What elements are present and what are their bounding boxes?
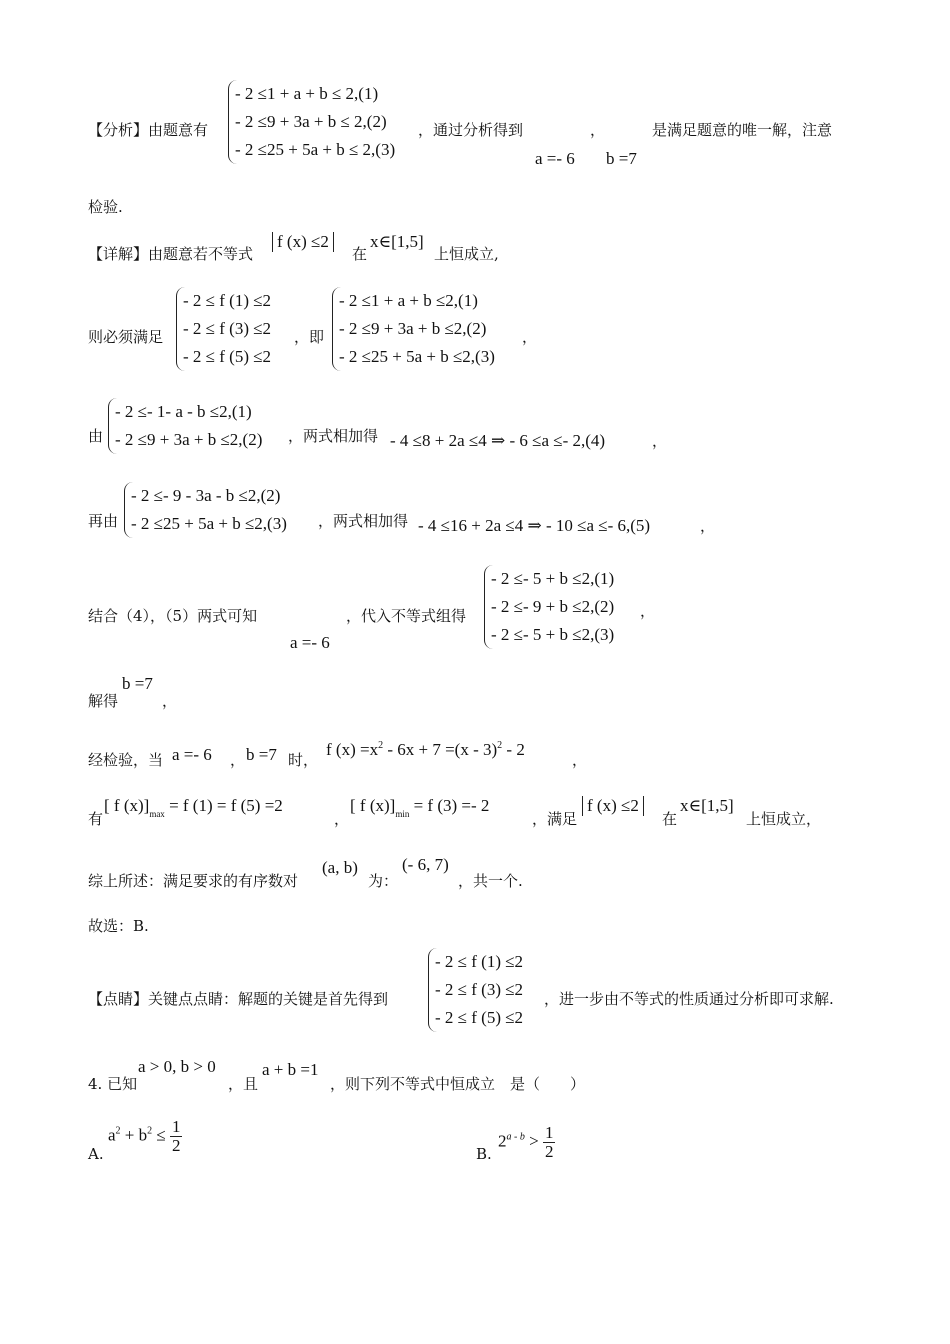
option-b-expression[interactable] [498, 1124, 555, 1161]
step2-lead: 再由 [88, 512, 119, 530]
verify-function [326, 740, 525, 760]
question-4-lead: 4. 已知 [88, 1075, 138, 1093]
system-row: - 2 ≤- 1- a - b ≤2,(1) [115, 402, 252, 421]
extrema-inequality [582, 796, 644, 816]
verify-end: ， [572, 751, 588, 769]
solve-lead: 解得 [88, 692, 119, 710]
max-bracket: [ f (x)] [104, 796, 150, 815]
option-b-base: 2 [498, 1131, 507, 1151]
key-point-system [428, 948, 523, 1032]
verify-lead: 经检验，当 [88, 751, 164, 769]
analysis-comma: ， [590, 121, 606, 139]
option-b-relation: > [524, 1131, 539, 1151]
extrema-tail: 上恒成立， [746, 810, 822, 828]
detail-domain: x∈[1,5] [370, 232, 424, 251]
summary-lead: 综上所述：满足要求的有序数对 [88, 872, 299, 890]
combine-lead: 结合（4），（5）两式可知 [88, 607, 258, 625]
combine-end: ， [640, 602, 656, 620]
step1-lead: 由 [88, 427, 104, 445]
function-part: - 6x + 7 =(x - 3) [383, 740, 498, 759]
step1-system [108, 398, 262, 454]
min-bracket: [ f (x)] [350, 796, 396, 815]
fraction-denominator: 2 [544, 1142, 554, 1161]
summary-value: (- 6, 7) [402, 855, 449, 874]
function-part: f (x) =x [326, 740, 379, 759]
question-4-tail: ，则下列不等式中恒成立 是（ ） [330, 1075, 586, 1093]
system-row: - 2 ≤9 + 3a + b ≤2,(2) [115, 430, 263, 449]
question-4-qie: ，且 [228, 1075, 259, 1093]
step2-end: ， [700, 517, 716, 535]
system-row: - 2 ≤ f (3) ≤2 [183, 319, 272, 338]
system-row: - 2 ≤- 5 + b ≤2,(1) [491, 569, 615, 588]
option-a-term: + b [120, 1125, 148, 1145]
max-subscript: max [149, 809, 165, 819]
expanded-system [332, 287, 495, 371]
summary-pair: (a, b) [322, 858, 358, 877]
question-4-condition-2: a + b =1 [262, 1060, 319, 1079]
option-a-label[interactable]: A. [88, 1145, 104, 1163]
system-row: - 2 ≤25 + 5a + b ≤ 2,(3) [235, 140, 396, 159]
min-expression [350, 796, 489, 819]
min-subscript: min [395, 809, 410, 819]
analysis-mid: ，通过分析得到 [418, 121, 524, 139]
system-row: - 2 ≤ f (5) ≤2 [435, 1008, 524, 1027]
key-point-lead: 【点睛】关键点点睛：解题的关键是首先得到 [88, 990, 389, 1008]
max-rest: = f (1) = f (5) =2 [164, 796, 283, 815]
detail-lead: 【详解】由题意若不等式 [88, 245, 254, 263]
system-row: - 2 ≤- 5 + b ≤2,(3) [491, 625, 615, 644]
verify-sep: ， [230, 751, 246, 769]
verify-a-value: a =- 6 [172, 745, 212, 764]
superscript: 2 [115, 1125, 121, 1137]
extrema-domain: x∈[1,5] [680, 796, 734, 815]
verify-b-value: b =7 [246, 745, 277, 764]
summary-wei: 为： [368, 872, 399, 890]
analysis-system [228, 80, 395, 164]
extrema-mid: ，满足 [532, 810, 578, 828]
analysis-b-value: b =7 [606, 149, 637, 168]
solve-b-value: b =7 [122, 674, 153, 693]
system-row: - 2 ≤9 + 3a + b ≤ 2,(2) [235, 112, 387, 131]
fraction-numerator: 1 [171, 1117, 181, 1136]
detail-at: 在 [352, 245, 368, 263]
function-part: - 2 [502, 740, 525, 759]
step1-mid: ，两式相加得 [288, 427, 379, 445]
fraction-one-half [543, 1124, 556, 1161]
system-row: - 2 ≤ f (1) ≤2 [183, 291, 272, 310]
extrema-lead: 有 [88, 810, 104, 828]
analysis-lead: 【分析】由题意有 [88, 121, 209, 139]
system-row: - 2 ≤- 9 - 3a - b ≤2,(2) [131, 486, 281, 505]
superscript: 2 [147, 1125, 153, 1137]
must-satisfy-end: ， [522, 328, 538, 346]
analysis-tail: 是满足题意的唯一解，注意 [652, 121, 833, 139]
detail-inequality [272, 232, 334, 252]
option-b-label[interactable]: B. [476, 1145, 492, 1163]
absolute-value: f (x) ≤2 [582, 796, 644, 816]
step2-result: - 4 ≤16 + 2a ≤4 ⇒ - 10 ≤a ≤- 6,(5) [418, 516, 651, 535]
detail-tail: 上恒成立, [434, 245, 499, 263]
function-system [176, 287, 271, 371]
system-row: - 2 ≤ f (5) ≤2 [183, 347, 272, 366]
min-rest: = f (3) =- 2 [409, 796, 490, 815]
system-row: - 2 ≤- 9 + b ≤2,(2) [491, 597, 615, 616]
extrema-at: 在 [662, 810, 678, 828]
analysis-a-value: a =- 6 [535, 149, 575, 168]
superscript: 2 [378, 740, 384, 751]
option-a-term: a [108, 1125, 116, 1145]
superscript: 2 [497, 740, 503, 751]
fraction-denominator: 2 [171, 1136, 181, 1155]
solve-end: ， [162, 692, 178, 710]
step1-end: ， [652, 432, 668, 450]
system-row: - 2 ≤ f (1) ≤2 [435, 952, 524, 971]
question-4-condition-1: a > 0, b > 0 [138, 1057, 216, 1076]
answer-choice: 故选：B. [88, 917, 149, 935]
extrema-sep: ， [334, 810, 350, 828]
verify-shi: 时， [288, 751, 319, 769]
key-point-tail: ，进一步由不等式的性质通过分析即可求解. [544, 990, 834, 1008]
system-row: - 2 ≤9 + 3a + b ≤2,(2) [339, 319, 487, 338]
step1-result: - 4 ≤8 + 2a ≤4 ⇒ - 6 ≤a ≤- 2,(4) [390, 431, 606, 450]
combine-a-value: a =- 6 [290, 633, 330, 652]
fraction-one-half [170, 1118, 183, 1155]
option-b-exponent: a - b [506, 1131, 525, 1143]
option-a-relation: ≤ [152, 1125, 166, 1145]
system-row: - 2 ≤1 + a + b ≤2,(1) [339, 291, 478, 310]
summary-tail: ，共一个. [458, 872, 523, 890]
system-row: - 2 ≤25 + 5a + b ≤2,(3) [131, 514, 287, 533]
fraction-numerator: 1 [544, 1123, 554, 1142]
substituted-system [484, 565, 614, 649]
system-row: - 2 ≤25 + 5a + b ≤2,(3) [339, 347, 495, 366]
option-a-expression[interactable] [108, 1118, 182, 1155]
must-satisfy-lead: 则必须满足 [88, 328, 164, 346]
step2-mid: ，两式相加得 [318, 512, 409, 530]
system-row: - 2 ≤ f (3) ≤2 [435, 980, 524, 999]
max-expression [104, 796, 283, 819]
analysis-continuation: 检验. [88, 198, 123, 216]
step2-system [124, 482, 287, 538]
combine-mid: ，代入不等式组得 [346, 607, 467, 625]
absolute-value: f (x) ≤2 [272, 232, 334, 252]
must-satisfy-ji: ，即 [294, 328, 325, 346]
system-row: - 2 ≤1 + a + b ≤ 2,(1) [235, 84, 379, 103]
